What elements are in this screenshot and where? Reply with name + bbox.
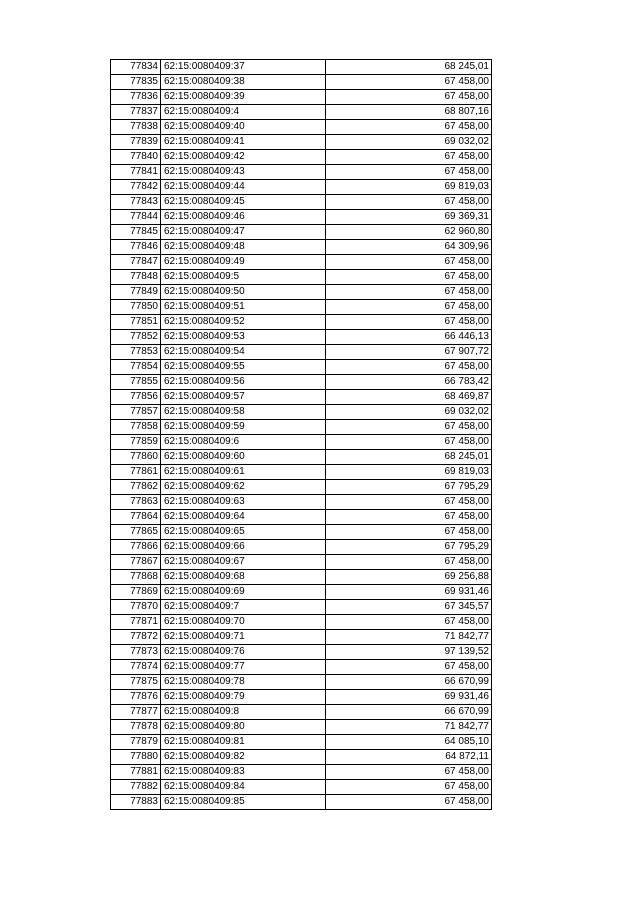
row-number-cell: 77877 [111, 705, 161, 720]
value-cell: 64 872,11 [326, 750, 492, 765]
row-number-cell: 77847 [111, 255, 161, 270]
row-number-cell: 77860 [111, 450, 161, 465]
table-row [111, 90, 492, 105]
value-cell: 67 458,00 [326, 270, 492, 285]
row-number-cell: 77864 [111, 510, 161, 525]
value-cell: 69 256,88 [326, 570, 492, 585]
cadastral-number-cell: 62:15:0080409:79 [161, 690, 326, 705]
table-row [111, 435, 492, 450]
row-number-cell: 77861 [111, 465, 161, 480]
value-cell: 69 931,46 [326, 585, 492, 600]
value-cell: 67 458,00 [326, 360, 492, 375]
table-row [111, 525, 492, 540]
table-row [111, 675, 492, 690]
cadastral-number-cell: 62:15:0080409:63 [161, 495, 326, 510]
row-number-cell: 77840 [111, 150, 161, 165]
value-cell: 67 458,00 [326, 90, 492, 105]
row-number-cell: 77867 [111, 555, 161, 570]
table-body [111, 60, 492, 810]
table-row [111, 360, 492, 375]
cadastral-number-cell: 62:15:0080409:38 [161, 75, 326, 90]
cadastral-number-cell: 62:15:0080409:44 [161, 180, 326, 195]
value-cell: 69 931,46 [326, 690, 492, 705]
value-cell: 71 842,77 [326, 630, 492, 645]
cadastral-number-cell: 62:15:0080409:57 [161, 390, 326, 405]
value-cell: 71 842,77 [326, 720, 492, 735]
cadastral-number-cell: 62:15:0080409:8 [161, 705, 326, 720]
row-number-cell: 77854 [111, 360, 161, 375]
row-number-cell: 77872 [111, 630, 161, 645]
table-row [111, 375, 492, 390]
row-number-cell: 77852 [111, 330, 161, 345]
table-row [111, 300, 492, 315]
row-number-cell: 77863 [111, 495, 161, 510]
row-number-cell: 77862 [111, 480, 161, 495]
row-number-cell: 77835 [111, 75, 161, 90]
value-cell: 67 907,72 [326, 345, 492, 360]
table-row [111, 225, 492, 240]
cadastral-number-cell: 62:15:0080409:41 [161, 135, 326, 150]
cadastral-number-cell: 62:15:0080409:85 [161, 795, 326, 810]
cadastral-number-cell: 62:15:0080409:49 [161, 255, 326, 270]
table-row [111, 165, 492, 180]
row-number-cell: 77874 [111, 660, 161, 675]
table-row [111, 540, 492, 555]
table-row [111, 555, 492, 570]
value-cell: 66 670,99 [326, 675, 492, 690]
cadastral-number-cell: 62:15:0080409:4 [161, 105, 326, 120]
cadastral-number-cell: 62:15:0080409:65 [161, 525, 326, 540]
cadastral-number-cell: 62:15:0080409:58 [161, 405, 326, 420]
row-number-cell: 77846 [111, 240, 161, 255]
table-row [111, 570, 492, 585]
value-cell: 67 458,00 [326, 300, 492, 315]
value-cell: 67 458,00 [326, 195, 492, 210]
row-number-cell: 77879 [111, 735, 161, 750]
value-cell: 66 446,13 [326, 330, 492, 345]
table-row [111, 705, 492, 720]
value-cell: 67 458,00 [326, 495, 492, 510]
row-number-cell: 77868 [111, 570, 161, 585]
row-number-cell: 77865 [111, 525, 161, 540]
cadastral-number-cell: 62:15:0080409:7 [161, 600, 326, 615]
table-row [111, 135, 492, 150]
table-row [111, 510, 492, 525]
table-row [111, 330, 492, 345]
row-number-cell: 77842 [111, 180, 161, 195]
cadastral-number-cell: 62:15:0080409:68 [161, 570, 326, 585]
cadastral-number-cell: 62:15:0080409:40 [161, 120, 326, 135]
row-number-cell: 77858 [111, 420, 161, 435]
row-number-cell: 77843 [111, 195, 161, 210]
value-cell: 67 458,00 [326, 315, 492, 330]
value-cell: 68 469,87 [326, 390, 492, 405]
row-number-cell: 77851 [111, 315, 161, 330]
table-row [111, 735, 492, 750]
table-row [111, 585, 492, 600]
cadastral-number-cell: 62:15:0080409:78 [161, 675, 326, 690]
cadastral-number-cell: 62:15:0080409:77 [161, 660, 326, 675]
cadastral-number-cell: 62:15:0080409:51 [161, 300, 326, 315]
row-number-cell: 77845 [111, 225, 161, 240]
cadastral-number-cell: 62:15:0080409:45 [161, 195, 326, 210]
value-cell: 67 458,00 [326, 780, 492, 795]
value-cell: 69 032,02 [326, 405, 492, 420]
cadastral-number-cell: 62:15:0080409:47 [161, 225, 326, 240]
cadastral-number-cell: 62:15:0080409:39 [161, 90, 326, 105]
row-number-cell: 77878 [111, 720, 161, 735]
table-row [111, 690, 492, 705]
row-number-cell: 77844 [111, 210, 161, 225]
cadastral-number-cell: 62:15:0080409:60 [161, 450, 326, 465]
cadastral-number-cell: 62:15:0080409:55 [161, 360, 326, 375]
table-row [111, 495, 492, 510]
table-row [111, 105, 492, 120]
table-row [111, 75, 492, 90]
cadastral-number-cell: 62:15:0080409:64 [161, 510, 326, 525]
value-cell: 69 819,03 [326, 465, 492, 480]
row-number-cell: 77880 [111, 750, 161, 765]
value-cell: 68 807,16 [326, 105, 492, 120]
value-cell: 67 458,00 [326, 435, 492, 450]
cadastral-number-cell: 62:15:0080409:56 [161, 375, 326, 390]
cadastral-number-cell: 62:15:0080409:71 [161, 630, 326, 645]
cadastral-number-cell: 62:15:0080409:69 [161, 585, 326, 600]
row-number-cell: 77882 [111, 780, 161, 795]
table-row [111, 750, 492, 765]
value-cell: 97 139,52 [326, 645, 492, 660]
table-row [111, 270, 492, 285]
table-row [111, 315, 492, 330]
value-cell: 67 458,00 [326, 555, 492, 570]
row-number-cell: 77866 [111, 540, 161, 555]
row-number-cell: 77883 [111, 795, 161, 810]
cadastral-number-cell: 62:15:0080409:62 [161, 480, 326, 495]
table-row [111, 150, 492, 165]
cadastral-number-cell: 62:15:0080409:82 [161, 750, 326, 765]
value-cell: 67 795,29 [326, 480, 492, 495]
cadastral-number-cell: 62:15:0080409:83 [161, 765, 326, 780]
table-row [111, 255, 492, 270]
row-number-cell: 77849 [111, 285, 161, 300]
table-row [111, 645, 492, 660]
table-row [111, 210, 492, 225]
value-cell: 67 458,00 [326, 660, 492, 675]
value-cell: 67 458,00 [326, 795, 492, 810]
table-row [111, 660, 492, 675]
value-cell: 67 458,00 [326, 510, 492, 525]
cadastral-number-cell: 62:15:0080409:6 [161, 435, 326, 450]
value-cell: 67 795,29 [326, 540, 492, 555]
value-cell: 64 309,96 [326, 240, 492, 255]
table-row [111, 345, 492, 360]
cadastral-number-cell: 62:15:0080409:46 [161, 210, 326, 225]
cadastral-number-cell: 62:15:0080409:66 [161, 540, 326, 555]
row-number-cell: 77850 [111, 300, 161, 315]
row-number-cell: 77876 [111, 690, 161, 705]
cadastral-number-cell: 62:15:0080409:48 [161, 240, 326, 255]
row-number-cell: 77871 [111, 615, 161, 630]
table-row [111, 60, 492, 75]
cadastral-number-cell: 62:15:0080409:61 [161, 465, 326, 480]
cadastral-number-cell: 62:15:0080409:59 [161, 420, 326, 435]
cadastral-number-cell: 62:15:0080409:50 [161, 285, 326, 300]
value-cell: 69 819,03 [326, 180, 492, 195]
value-cell: 69 032,02 [326, 135, 492, 150]
value-cell: 68 245,01 [326, 450, 492, 465]
row-number-cell: 77875 [111, 675, 161, 690]
cadastral-number-cell: 62:15:0080409:42 [161, 150, 326, 165]
row-number-cell: 77834 [111, 60, 161, 75]
cadastral-number-cell: 62:15:0080409:53 [161, 330, 326, 345]
row-number-cell: 77841 [111, 165, 161, 180]
value-cell: 64 085,10 [326, 735, 492, 750]
cadastral-number-cell: 62:15:0080409:52 [161, 315, 326, 330]
value-cell: 67 458,00 [326, 615, 492, 630]
value-cell: 67 458,00 [326, 285, 492, 300]
table-row [111, 630, 492, 645]
value-cell: 68 245,01 [326, 60, 492, 75]
table-row [111, 405, 492, 420]
row-number-cell: 77853 [111, 345, 161, 360]
value-cell: 67 458,00 [326, 420, 492, 435]
table-row [111, 480, 492, 495]
row-number-cell: 77873 [111, 645, 161, 660]
table-row [111, 600, 492, 615]
table-row [111, 240, 492, 255]
cadastral-number-cell: 62:15:0080409:84 [161, 780, 326, 795]
table-row [111, 795, 492, 810]
value-cell: 67 458,00 [326, 150, 492, 165]
table-row [111, 450, 492, 465]
table-row [111, 765, 492, 780]
value-cell: 66 783,42 [326, 375, 492, 390]
table-row [111, 465, 492, 480]
cadastral-number-cell: 62:15:0080409:76 [161, 645, 326, 660]
cadastral-number-cell: 62:15:0080409:70 [161, 615, 326, 630]
value-cell: 67 345,57 [326, 600, 492, 615]
table-row [111, 195, 492, 210]
row-number-cell: 77859 [111, 435, 161, 450]
row-number-cell: 77869 [111, 585, 161, 600]
row-number-cell: 77839 [111, 135, 161, 150]
row-number-cell: 77837 [111, 105, 161, 120]
value-cell: 67 458,00 [326, 255, 492, 270]
value-cell: 67 458,00 [326, 525, 492, 540]
cadastral-number-cell: 62:15:0080409:43 [161, 165, 326, 180]
value-cell: 67 458,00 [326, 120, 492, 135]
row-number-cell: 77870 [111, 600, 161, 615]
table-row [111, 285, 492, 300]
table-row [111, 390, 492, 405]
table-row [111, 720, 492, 735]
value-cell: 62 960,80 [326, 225, 492, 240]
table-row [111, 615, 492, 630]
cadastral-number-cell: 62:15:0080409:67 [161, 555, 326, 570]
cadastral-number-cell: 62:15:0080409:37 [161, 60, 326, 75]
data-table [110, 59, 492, 810]
value-cell: 66 670,99 [326, 705, 492, 720]
value-cell: 67 458,00 [326, 765, 492, 780]
value-cell: 67 458,00 [326, 165, 492, 180]
row-number-cell: 77838 [111, 120, 161, 135]
cadastral-number-cell: 62:15:0080409:80 [161, 720, 326, 735]
row-number-cell: 77836 [111, 90, 161, 105]
row-number-cell: 77855 [111, 375, 161, 390]
cadastral-number-cell: 62:15:0080409:54 [161, 345, 326, 360]
row-number-cell: 77856 [111, 390, 161, 405]
cadastral-number-cell: 62:15:0080409:5 [161, 270, 326, 285]
row-number-cell: 77857 [111, 405, 161, 420]
value-cell: 69 369,31 [326, 210, 492, 225]
table-row [111, 120, 492, 135]
value-cell: 67 458,00 [326, 75, 492, 90]
row-number-cell: 77848 [111, 270, 161, 285]
table-row [111, 180, 492, 195]
table-row [111, 780, 492, 795]
row-number-cell: 77881 [111, 765, 161, 780]
table-row [111, 420, 492, 435]
cadastral-number-cell: 62:15:0080409:81 [161, 735, 326, 750]
